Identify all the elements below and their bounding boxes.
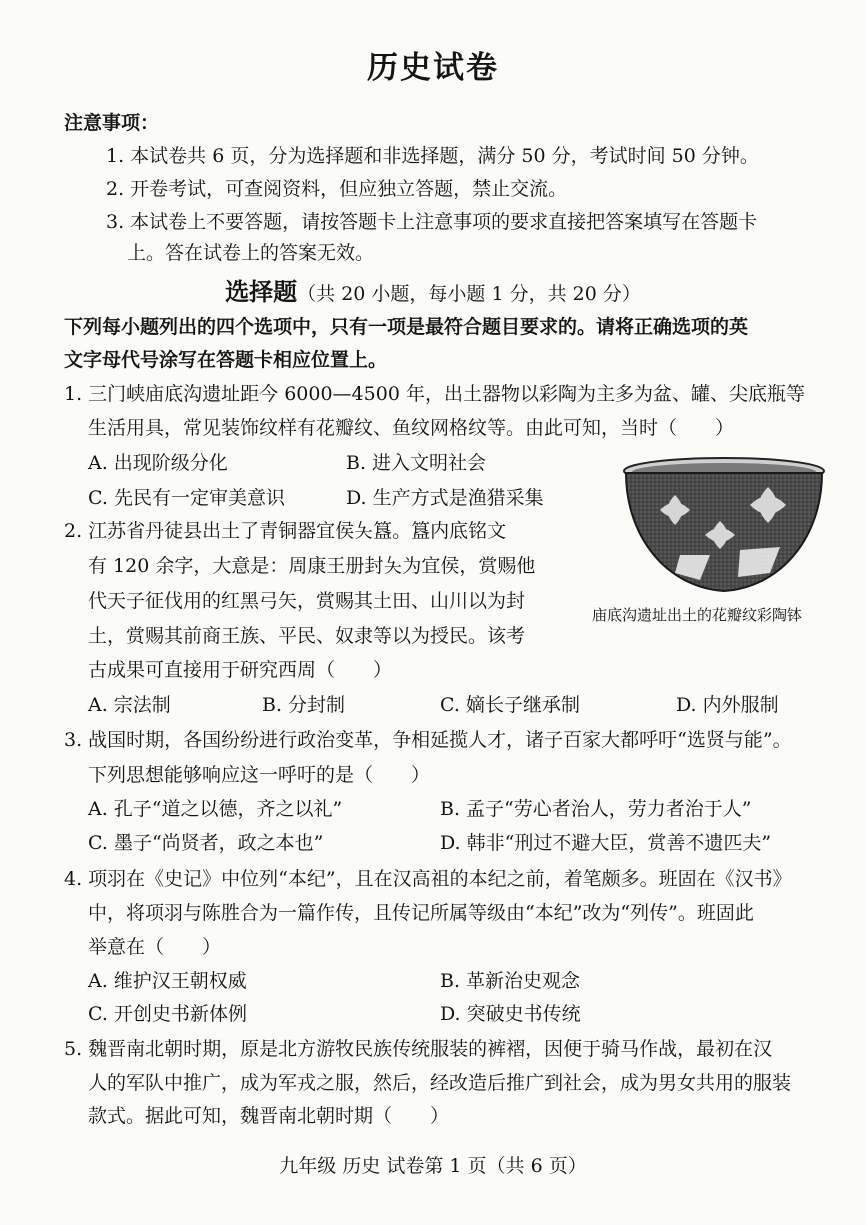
question-5-text: 款式。据此可知，魏晋南北朝时期（ ） <box>88 1105 450 1127</box>
question-1-option-b: B. 进入文明社会 <box>346 452 487 474</box>
question-3-text: 3. 战国时期，各国纷纷进行政治变革，争相延揽人才，诸子百家大都呼吁“选贤与能”。 <box>64 729 792 751</box>
notes-heading: 注意事项： <box>64 112 160 134</box>
question-2-text: 代天子征伐用的红黑弓矢，赏赐其土田、山川以为封 <box>88 590 526 612</box>
question-4-option-c: C. 开创史书新体例 <box>88 1003 247 1025</box>
question-2-text: 2. 江苏省丹徒县出土了青铜器宜侯夨簋。簋内底铭文 <box>64 520 507 542</box>
question-1-text: 生活用具，常见装饰纹样有花瓣纹、鱼纹网格纹等。由此可知，当时（ ） <box>88 417 735 439</box>
question-5-text: 人的军队中推广，成为军戎之服，然后，经改造后推广到社会，成为男女共用的服装 <box>88 1072 792 1094</box>
question-2-text: 有 120 余字，大意是：周康王册封夨为宜侯，赏赐他 <box>88 555 536 577</box>
question-5-text: 5. 魏晋南北朝时期，原是北方游牧民族传统服装的裤褶，因便于骑马作战，最初在汉 <box>64 1038 773 1060</box>
question-1-option-a: A. 出现阶级分化 <box>88 452 228 474</box>
question-1-text: 1. 三门峡庙底沟遗址距今 6000—4500 年，出土器物以彩陶为主多为盆、罐、尖底瓶等 <box>64 383 805 405</box>
note-item: 1. 本试卷共 6 页，分为选择题和非选择题，满分 50 分，考试时间 50 分钟。 <box>106 145 759 167</box>
question-3-option-b: B. 孟子“劳心者治人，劳力者治于人” <box>440 798 752 820</box>
question-2-text: 古成果可直接用于研究西周（ ） <box>88 659 393 681</box>
note-item: 3. 本试卷上不要答题，请按答题卡上注意事项的要求直接把答案填写在答题卡 <box>106 211 758 233</box>
section-heading <box>0 272 866 307</box>
question-1-option-d: D. 生产方式是渔猎采集 <box>346 487 544 509</box>
question-3-option-c: C. 墨子“尚贤者，政之本也” <box>88 832 324 854</box>
note-item: 2. 开卷考试，可查阅资料，但应独立答题，禁止交流。 <box>106 178 568 200</box>
question-2-option-b: B. 分封制 <box>262 694 346 716</box>
section-subtitle: （共 20 小题，每小题 1 分，共 20 分） <box>297 283 641 305</box>
figure-caption: 庙底沟遗址出土的花瓣纹彩陶钵 <box>592 606 803 624</box>
question-2-option-c: C. 嫡长子继承制 <box>440 694 580 716</box>
question-4-text: 4. 项羽在《史记》中位列“本纪”，且在汉高祖的本纪之前，着笔颇多。班固在《汉书》 <box>64 868 792 890</box>
page-title: 历史试卷 <box>367 50 499 86</box>
section-instructions: 文字母代号涂写在答题卡相应位置上。 <box>64 349 388 371</box>
question-4-option-d: D. 突破史书传统 <box>440 1003 581 1025</box>
section-instructions: 下列每小题列出的四个选项中，只有一项是最符合题目要求的。请将正确选项的英 <box>64 316 749 338</box>
question-4-text: 举意在（ ） <box>88 936 222 958</box>
section-title: 选择题 <box>225 277 298 306</box>
question-4-text: 中，将项羽与陈胜合为一篇作传，且传记所属等级由“本纪”改为“列传”。班固此 <box>88 902 754 924</box>
question-3-option-a: A. 孔子“道之以德，齐之以礼” <box>88 798 343 820</box>
painted-pottery-bowl-icon <box>620 455 828 605</box>
question-4-option-b: B. 革新治史观念 <box>440 970 581 992</box>
note-item: 上。答在试卷上的答案无效。 <box>127 242 375 264</box>
question-3-text: 下列思想能够响应这一呼吁的是（ ） <box>88 764 431 786</box>
question-2-option-a: A. 宗法制 <box>88 694 171 716</box>
question-4-option-a: A. 维护汉王朝权威 <box>88 970 247 992</box>
question-3-option-d: D. 韩非“刑过不避大臣，赏善不遗匹夫” <box>440 832 772 854</box>
question-2-text: 土，赏赐其前商王族、平民、奴隶等以为授民。该考 <box>88 625 526 647</box>
page-footer: 九年级 历史 试卷第 1 页（共 6 页） <box>279 1155 587 1177</box>
question-1-option-c: C. 先民有一定审美意识 <box>88 487 285 509</box>
question-2-option-d: D. 内外服制 <box>676 694 779 716</box>
